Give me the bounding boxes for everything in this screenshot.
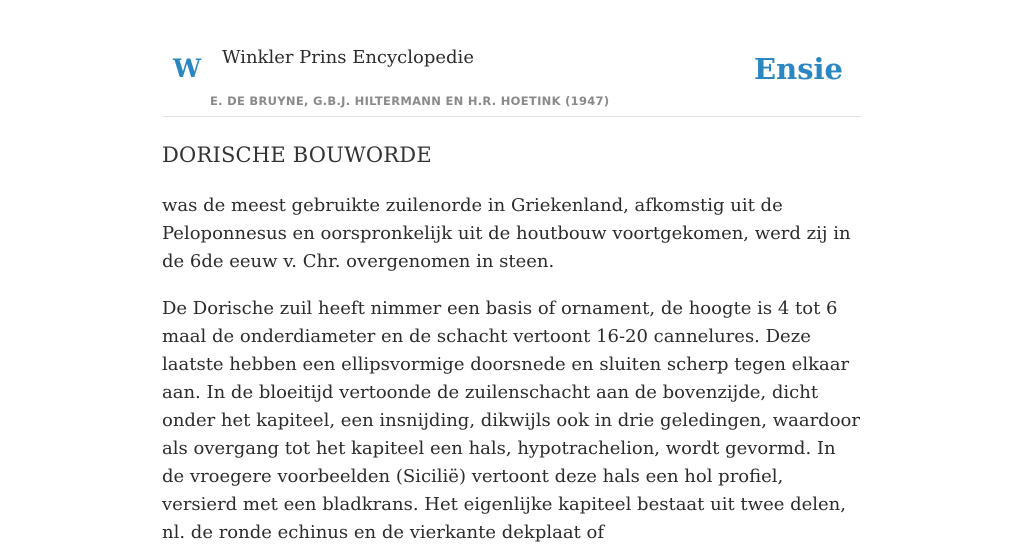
publication-logo[interactable]: W <box>173 54 202 83</box>
entry-paragraph: De Dorische zuil heeft nimmer een basis of ornament, de hoogte is 4 tot 6 maal de onderdiameter en de schacht vertoont 16-20 cannelures. Deze laatste hebben een ellipsvormige doorsnede en sluiten scherp tegen elkaar aan. In de bloeitijd vertoonde de zuilenschacht aan de bovenzijde, dicht onder het kapiteel, een insnijding, dikwijls ook in drie geledingen, waardoor als overgang tot het kapiteel een hals, hypotrachelion, wordt gevormd. In de vroegere voorbeelden (Sicilië) vertoont deze hals een hol profiel, versierd met een bladkrans. Het eigenlijke kapiteel bestaat uit twee delen, nl. de ronde echinus en de vierkante dekplaat of <box>162 298 860 543</box>
entry-paragraph: was de meest gebruikte zuilenorde in Griekenland, afkomstig uit de Peloponnesus en oorspronkelijk uit de houtbouw voortgekomen, werd zij in de 6de eeuw v. Chr. overgenomen in steen. <box>162 195 851 272</box>
ensie-logo[interactable]: Ensie <box>754 52 843 86</box>
publication-authors: E. DE BRUYNE, G.B.J. HILTERMANN EN H.R. HOETINK (1947) <box>210 94 610 108</box>
entry-content <box>162 138 862 547</box>
entry-title: DORISCHE BOUWORDE <box>162 143 432 167</box>
publication-title[interactable]: Winkler Prins Encyclopedie <box>222 47 474 68</box>
site-header <box>162 0 862 117</box>
